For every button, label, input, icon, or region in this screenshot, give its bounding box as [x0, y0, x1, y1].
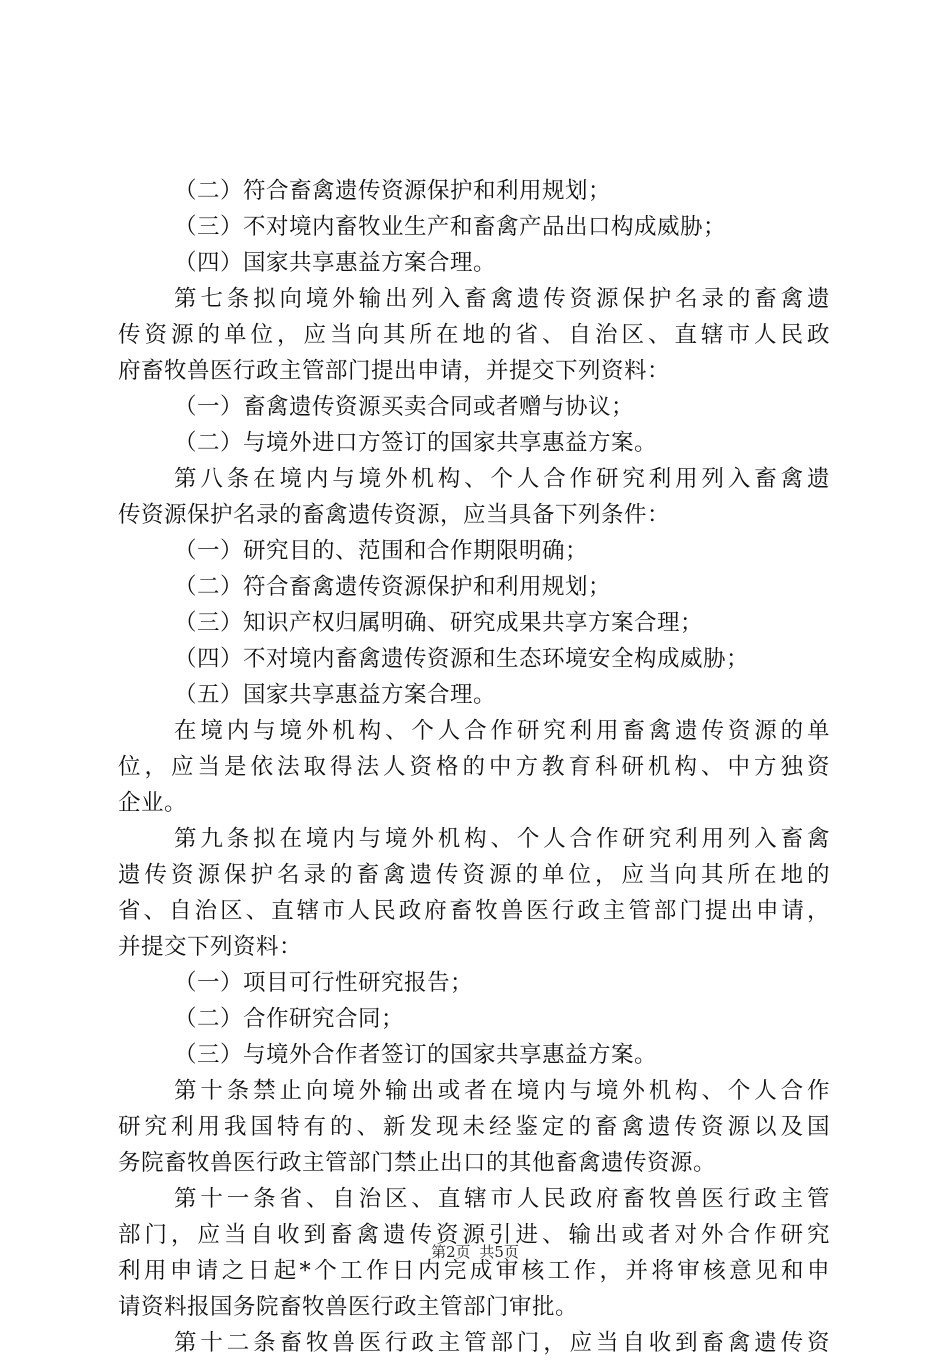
text-line: （二）符合畜禽遗传资源保护和利用规划；: [174, 574, 612, 600]
text-line: 第八条在境内与境外机构、个人合作研究利用列入畜禽遗: [174, 466, 830, 492]
text-line: （五）国家共享惠益方案合理。: [174, 682, 497, 708]
text-line: （一）项目可行性研究报告；: [174, 970, 474, 996]
text-line: （一）畜禽遗传资源买卖合同或者赠与协议；: [174, 394, 635, 420]
text-line: 在境内与境外机构、个人合作研究利用畜禽遗传资源的单: [174, 718, 830, 744]
text-line: （二）符合畜禽遗传资源保护和利用规划；: [174, 178, 612, 204]
text-line: （四）不对境内畜禽遗传资源和生态环境安全构成威胁；: [174, 646, 750, 672]
text-line: 部门，应当自收到畜禽遗传资源引进、输出或者对外合作研究: [118, 1222, 830, 1248]
text-line: （四）国家共享惠益方案合理。: [174, 250, 497, 276]
text-line: 利用申请之日起*个工作日内完成审核工作，并将审核意见和申: [118, 1258, 830, 1284]
page-number-total: 共5页: [479, 1243, 519, 1261]
page-footer: [0, 1242, 950, 1262]
text-line: 第十一条省、自治区、直辖市人民政府畜牧兽医行政主管: [174, 1186, 830, 1212]
text-line: 第七条拟向境外输出列入畜禽遗传资源保护名录的畜禽遗: [174, 286, 830, 312]
text-line: 省、自治区、直辖市人民政府畜牧兽医行政主管部门提出申请，: [118, 898, 830, 924]
text-line: （一）研究目的、范围和合作期限明确；: [174, 538, 589, 564]
text-line: 研究利用我国特有的、新发现未经鉴定的畜禽遗传资源以及国: [118, 1114, 830, 1140]
text-line: 并提交下列资料：: [118, 934, 303, 960]
text-line: 第十二条畜牧兽医行政主管部门，应当自收到畜禽遗传资: [174, 1330, 830, 1356]
text-line: 企业。: [118, 790, 188, 816]
document-body: [118, 173, 830, 1361]
page-number-current: 第2页: [431, 1243, 471, 1261]
text-line: 府畜牧兽医行政主管部门提出申请，并提交下列资料：: [118, 358, 671, 384]
text-line: 传资源保护名录的畜禽遗传资源，应当具备下列条件：: [118, 502, 671, 528]
text-line: （二）合作研究合同；: [174, 1006, 405, 1032]
text-line: 遗传资源保护名录的畜禽遗传资源的单位，应当向其所在地的: [118, 862, 830, 888]
text-line: 位，应当是依法取得法人资格的中方教育科研机构、中方独资: [118, 754, 830, 780]
text-line: 第九条拟在境内与境外机构、个人合作研究利用列入畜禽: [174, 826, 830, 852]
text-line: 传资源的单位，应当向其所在地的省、自治区、直辖市人民政: [118, 322, 830, 348]
text-line: （二）与境外进口方签订的国家共享惠益方案。: [174, 430, 658, 456]
text-line: 第十条禁止向境外输出或者在境内与境外机构、个人合作: [174, 1078, 830, 1104]
text-line: 务院畜牧兽医行政主管部门禁止出口的其他畜禽遗传资源。: [118, 1150, 717, 1176]
text-line: （三）不对境内畜牧业生产和畜禽产品出口构成威胁；: [174, 214, 727, 240]
text-line: （三）与境外合作者签订的国家共享惠益方案。: [174, 1042, 658, 1068]
text-line: （三）知识产权归属明确、研究成果共享方案合理；: [174, 610, 704, 636]
text-line: 请资料报国务院畜牧兽医行政主管部门审批。: [118, 1294, 579, 1320]
